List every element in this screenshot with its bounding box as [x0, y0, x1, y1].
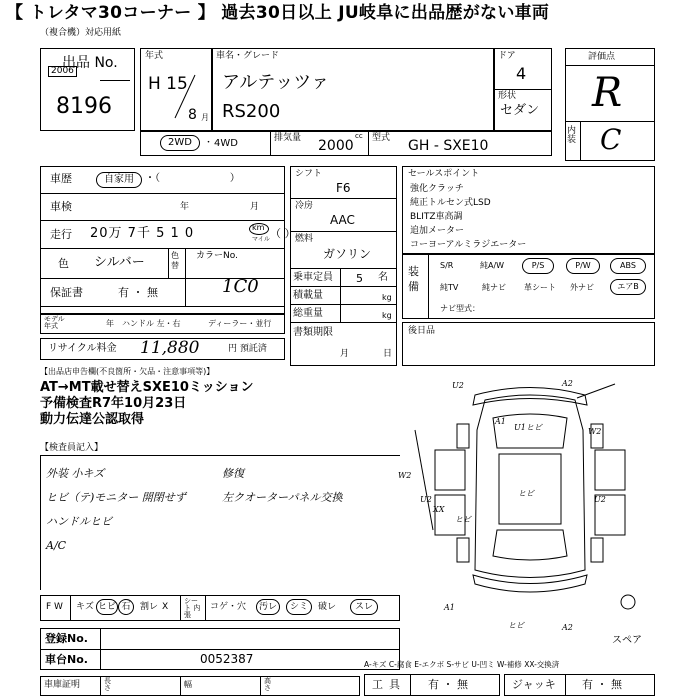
defect-x: X — [162, 602, 169, 612]
dealer-label: ディーラー・並行 — [208, 319, 272, 328]
color-no-label: カラーNo. — [196, 251, 238, 261]
defect-dirt: 汚レ — [256, 599, 280, 615]
defect-scratch: キズ — [76, 602, 94, 612]
sales-points-list — [410, 182, 526, 252]
diagram-label: ヒビ — [455, 515, 471, 524]
sales-point-item: 追加メーター — [410, 226, 465, 236]
recycle-unit: 円 預託済 — [228, 344, 267, 354]
inspector-note: ヒビ（テ)モニター 開閉せず — [46, 491, 186, 504]
after-day-block — [402, 322, 655, 366]
note-line: 予備検査R7年10月23日 — [40, 396, 187, 411]
equip-tv: 純TV — [440, 283, 459, 292]
equipment-label: 装備 — [408, 265, 419, 294]
door-value: 4 — [516, 64, 527, 83]
year-value: H 15 — [148, 74, 188, 94]
warranty-value: 有 ・ 無 — [118, 286, 158, 299]
equip-sr: S/R — [440, 261, 454, 270]
inspector-note: 外装 小キズ — [46, 467, 105, 480]
equip-ps: P/S — [522, 258, 554, 274]
capacity-value: 5 — [356, 272, 363, 285]
load-unit: kg — [382, 293, 392, 302]
fw-label: F W — [46, 602, 63, 612]
inspector-label: 【検査員記入】 — [40, 443, 104, 453]
equip-leather: 革シート — [524, 283, 556, 292]
ac-label: 冷房 — [295, 201, 314, 211]
interior-value: C — [600, 123, 622, 156]
model-year-label: モデル年式 — [44, 315, 65, 330]
capacity-unit: 名 — [378, 272, 388, 283]
spare-label: スペア — [612, 635, 642, 646]
ac-value: AAC — [330, 213, 355, 227]
inspector-note: 左クオーターパネル交換 — [222, 491, 343, 504]
jack-label: ジャッキ — [512, 678, 556, 691]
car-name: アルテッツァ — [222, 72, 330, 93]
diagram-label: A2 — [562, 379, 573, 388]
lot-label: 出品 No. — [62, 55, 118, 71]
subnote: （複合機）対応用紙 — [40, 28, 122, 38]
diagram-label: A1 — [495, 417, 506, 426]
cert-height: 高さ — [264, 677, 271, 692]
drive-4wd: 4WD — [214, 138, 238, 149]
defect-burn: コゲ・穴 — [210, 602, 247, 612]
month-unit: 月 — [201, 113, 209, 122]
defect-crack: ヒビ — [96, 599, 118, 615]
model-year-unit: 年 — [106, 319, 114, 328]
load-label: 積載量 — [293, 290, 323, 301]
color-no-value: 1C0 — [222, 276, 259, 297]
diagram-label: W2 — [588, 427, 602, 436]
defect-broken: 割レ — [140, 602, 159, 612]
doc-unit: 月 — [340, 349, 350, 359]
fuel-label: 燃料 — [295, 234, 314, 244]
cert-label: 車庫証明 — [44, 680, 81, 690]
month-value: 8 — [188, 107, 197, 123]
defect-stone: 石 — [118, 599, 134, 615]
cert-length: 長さ — [104, 677, 111, 692]
cert-width: 幅 — [184, 680, 192, 689]
inspector-right-notes — [222, 462, 342, 510]
banner-title: 【 トレタマ30コーナー 】 過去30日以上 JU岐阜に出品歴がない車両 — [6, 3, 550, 23]
handle-label: ハンドル 左・右 — [122, 319, 181, 328]
equip-navi: 純ナビ — [482, 283, 506, 292]
tools-value: 有 ・ 無 — [428, 678, 468, 691]
diagram-label: U2 — [452, 381, 464, 390]
mileage-label: 走行 — [50, 228, 72, 241]
score-label: 評価点 — [588, 52, 616, 62]
history-label: 車歴 — [50, 172, 72, 185]
notes-lines — [40, 380, 253, 428]
tools-label: 工具 — [372, 678, 406, 691]
notes-label: 【出品店申告欄(不良箇所・欠品・注意事項等)】 — [40, 367, 215, 376]
note-line: 動力伝達公認取得 — [40, 412, 145, 427]
gross-unit: kg — [382, 311, 392, 320]
drive-2wd: 2WD — [160, 135, 200, 151]
color-value: シルバー — [94, 255, 145, 270]
after-day-label: 後日品 — [408, 326, 436, 336]
displacement-value: 2000 — [318, 138, 354, 154]
defect-rub: スレ — [350, 599, 378, 615]
diagram-label: A1 — [444, 603, 455, 612]
lot-number: 8196 — [56, 94, 112, 119]
sales-point-item: 強化クラッチ — [410, 184, 464, 194]
diagram-label: ヒビ — [508, 621, 524, 630]
diagram-label: U2 — [420, 495, 432, 504]
equip-pw: P/W — [566, 258, 600, 274]
model-label: 型式 — [372, 133, 391, 143]
diagram-label: XX — [433, 505, 445, 514]
drive-dot: ・ — [204, 138, 214, 148]
year-stamp: 2006 — [48, 66, 77, 77]
doc-day: 日 — [383, 349, 393, 359]
year-label: 年式 — [145, 51, 164, 61]
equip-abs: ABS — [610, 258, 646, 274]
mileage-digits: 20万 7千 5 1 0 — [90, 226, 195, 241]
equip-aw: 純A/W — [480, 261, 505, 270]
inspector-note: 修復 — [222, 467, 244, 480]
history-paren: ・（ ） — [145, 173, 240, 184]
defect-legend: A-キズ C-腐食 E-エクボ S-サビ U-凹ミ W-補修 XX-交換済 — [364, 660, 560, 669]
displacement-unit: cc — [355, 132, 363, 140]
sales-point-item: コーヨーアルミラジエーター — [410, 240, 527, 250]
jack-value: 有 ・ 無 — [582, 678, 622, 691]
inspector-note: ハンドルヒビ — [46, 515, 112, 528]
warranty-label: 保証書 — [50, 286, 83, 299]
inspection-month: 月 — [250, 202, 260, 212]
grade: RS200 — [222, 101, 281, 122]
sales-points-label: セールスポイント — [408, 169, 480, 179]
shift-value: F6 — [336, 181, 351, 195]
mileage-unit-mile: マイル — [252, 236, 270, 243]
score-value: R — [592, 70, 623, 116]
seat-label: シート 内張 — [184, 597, 201, 619]
interior-label: 内装 — [567, 126, 577, 145]
equip-ext-navi: 外ナビ — [570, 283, 594, 292]
sales-point-item: 純正トルセン式LSD — [410, 198, 491, 208]
shape-value: セダン — [500, 103, 540, 118]
doc-label: 書類期限 — [293, 327, 333, 338]
diagram-label: U1 — [514, 423, 526, 432]
fuel-value: ガソリン — [323, 247, 372, 261]
equip-airbag: エアB — [610, 279, 646, 295]
recycle-label: リサイクル料金 — [48, 343, 117, 354]
defect-stain: シミ — [286, 599, 312, 615]
inspector-left-notes — [46, 462, 186, 558]
capacity-label: 乗車定員 — [293, 272, 333, 283]
chassis-label: 車台No. — [45, 653, 88, 666]
shift-label: シフト — [295, 169, 323, 179]
mileage-paren: （ ） — [270, 227, 296, 240]
shape-label: 形状 — [498, 91, 517, 101]
displacement-label: 排気量 — [274, 133, 302, 143]
cert-row — [40, 676, 360, 696]
door-label: ドア — [498, 51, 516, 61]
note-line: AT→MT載せ替えSXE10ミッション — [40, 380, 254, 395]
sales-point-item: BLITZ車高調 — [410, 212, 463, 222]
diagram-label: W2 — [398, 471, 412, 480]
chassis-value: 0052387 — [200, 652, 254, 666]
navi-type-label: ナビ型式： — [440, 304, 480, 313]
inspection-label: 車検 — [50, 200, 72, 213]
history-value: 自家用 — [96, 172, 142, 188]
defect-tear: 破レ — [318, 602, 337, 612]
color-change-label: 色替 — [171, 251, 179, 271]
color-label: 色 — [58, 257, 69, 270]
recycle-value: 11,880 — [140, 338, 200, 358]
inspector-note: A/C — [46, 539, 67, 552]
diagram-label: U2 — [594, 495, 606, 504]
diagram-label: ヒビ — [518, 489, 534, 498]
reg-label: 登録No. — [45, 632, 88, 645]
gross-label: 総重量 — [293, 308, 323, 319]
diagram-label: ヒビ — [526, 423, 542, 432]
diagram-label: A2 — [562, 623, 573, 632]
inspection-year: 年 — [180, 202, 190, 212]
mileage-unit-km: km — [252, 223, 265, 232]
model-value: GH - SXE10 — [408, 138, 489, 154]
car-label: 車名・グレード — [216, 51, 280, 61]
